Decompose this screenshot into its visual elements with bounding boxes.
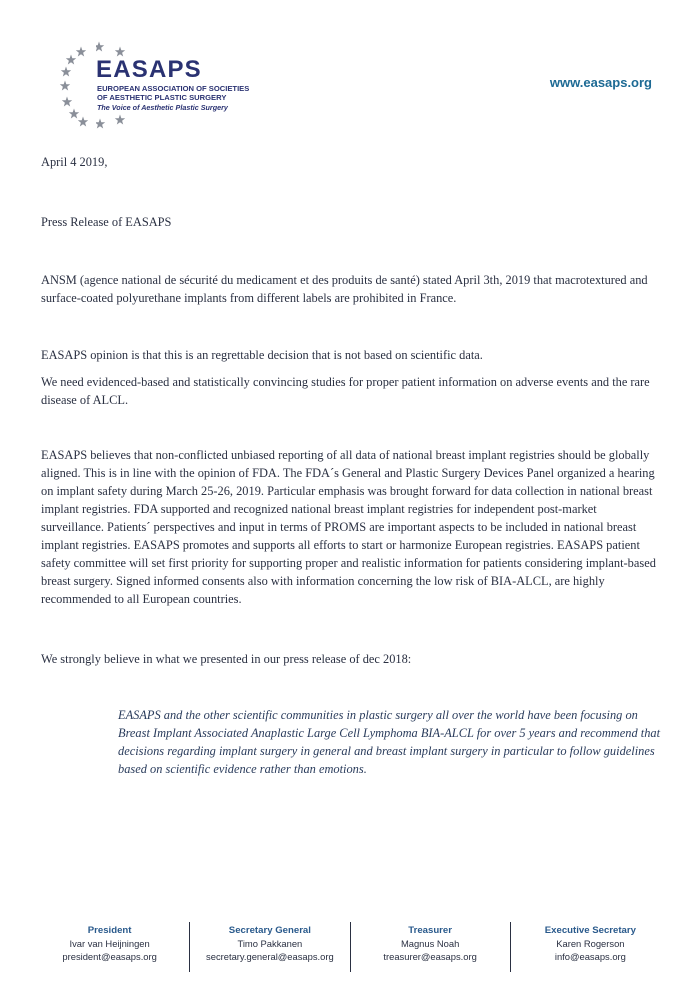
officer-email[interactable]: info@easaps.org	[554, 951, 626, 962]
officer-treasurer	[351, 922, 511, 972]
officer-email[interactable]: president@easaps.org	[62, 951, 157, 962]
star-ring-icon	[56, 40, 96, 132]
paragraph-registries: EASAPS believes that non-conflicted unbiased reporting of all data of national breast implant registries should be globally aligned. This is in line with the opinion of FDA. The FDA´s General and Plastic Surgery Devices Panel organized a hearing on implant safety during March 25-26, 2019. Particular emphasis was brought forward for data collection in national breast implant registries. FDA supported and recognized national breast implant registries for independent post-market surveillance. Patients´ perspectives and input in terms of PROMS are important aspects to be included in national breast implant registries. EASAPS promotes and supports all efforts to start or harmonize European registries. EASAPS patient safety committee will set first priority for supporting proper and realistic information for patients considering implant-based breast surgery. Signed informed consents also with information concerning the low risk of BIA-ALCL, are highly recommended to all European countries.	[41, 448, 656, 606]
officer-name: Ivar van Heijningen	[69, 938, 150, 949]
quoted-press-release: EASAPS and the other scientific communities in plastic surgery all over the world have been focusing on Breast Implant Associated Anaplastic Large Cell Lymphoma BIA-ALCL for over 5 years and recommend that decisions regarding implant surgery in general and breast implant surgery in particular to follow guidelines based on scientific evidence rather than emotions.	[118, 708, 661, 776]
logo-subtitle	[97, 84, 249, 102]
logo-tagline: The Voice of Aesthetic Plastic Surgery	[97, 103, 228, 112]
easaps-logo	[56, 40, 256, 132]
officer-name: Timo Pakkanen	[237, 938, 303, 949]
logo-subtitle-line2: OF AESTHETIC PLASTIC SURGERY	[97, 93, 227, 102]
paragraph-evidence: We need evidenced-based and statistically convincing studies for proper patient information on adverse events and the rare disease of ALCL.	[41, 375, 650, 407]
paragraph-ansm: ANSM (agence national de sécurité du medicament et des produits de santé) stated April 3th, 2019 that macrotextured and surface-coated polyurethane implants from different labels are prohibited in France.	[41, 273, 648, 305]
logo-subtitle-line1: EUROPEAN ASSOCIATION OF SOCIETIES	[97, 84, 250, 93]
officer-secretary-general	[190, 922, 350, 972]
officer-role: President	[87, 925, 132, 936]
officer-executive-secretary	[511, 922, 670, 972]
officer-email[interactable]: secretary.general@easaps.org	[206, 951, 334, 962]
officer-role: Treasurer	[408, 925, 452, 936]
officer-role: Secretary General	[228, 925, 311, 936]
logo-title: EASAPS	[96, 56, 202, 83]
officer-president	[30, 922, 190, 972]
paragraph-opinion: EASAPS opinion is that this is an regrettable decision that is not based on scientific data.	[41, 348, 483, 362]
officer-email[interactable]: treasurer@easaps.org	[383, 951, 477, 962]
letter-heading: Press Release of EASAPS	[41, 215, 172, 229]
paragraph-belief: We strongly believe in what we presented in our press release of dec 2018:	[41, 652, 412, 666]
officer-role: Executive Secretary	[544, 925, 636, 936]
officer-name: Karen Rogerson	[556, 938, 625, 949]
letter-date: April 4 2019,	[41, 155, 108, 169]
officer-name: Magnus Noah	[400, 938, 460, 949]
letterhead	[0, 0, 700, 140]
officers-footer	[30, 922, 670, 972]
website-link[interactable]: www.easaps.org	[549, 75, 652, 90]
